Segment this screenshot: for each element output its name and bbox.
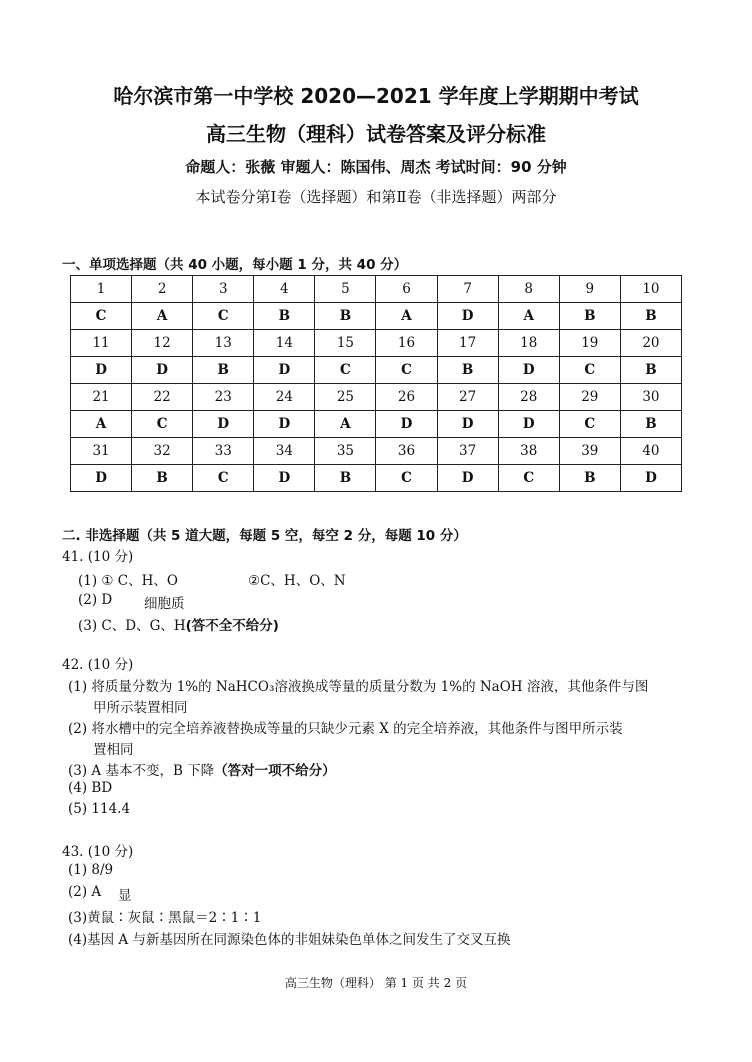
question-number-cell: 11 (71, 330, 132, 357)
q42-answer-4: (4) BD (68, 780, 113, 796)
answer-letter-row (71, 465, 682, 492)
question-number-cell: 15 (315, 330, 376, 357)
question-number-cell: 28 (498, 384, 559, 411)
section2-heading: 二. 非选择题（共 5 道大题，每题 5 空，每空 2 分，每题 10 分） (62, 528, 467, 544)
question-number-cell: 37 (437, 438, 498, 465)
q42-title: 42. (10 分) (62, 657, 134, 673)
answer-letter-cell: C (498, 465, 559, 492)
question-number-cell: 25 (315, 384, 376, 411)
answer-letter-cell: B (620, 303, 681, 330)
question-number-cell: 14 (254, 330, 315, 357)
q41-answer-3-note: (答不全不给分) (185, 618, 279, 634)
q41-answer-1a: (1) ① C、H、O (78, 573, 178, 589)
answer-letter-cell: C (193, 303, 254, 330)
question-number-row (71, 384, 682, 411)
question-number-cell: 12 (132, 330, 193, 357)
question-number-row (71, 438, 682, 465)
title-line-2: 高三生物（理科）试卷答案及评分标准 (206, 122, 546, 146)
question-number-cell: 23 (193, 384, 254, 411)
answer-letter-cell: B (132, 465, 193, 492)
answer-letter-cell: B (315, 465, 376, 492)
question-number-cell: 4 (254, 276, 315, 303)
question-number-cell: 33 (193, 438, 254, 465)
answer-letter-cell: C (132, 411, 193, 438)
question-number-cell: 24 (254, 384, 315, 411)
answer-letter-cell: A (71, 411, 132, 438)
question-number-cell: 16 (376, 330, 437, 357)
answer-letter-cell: D (254, 357, 315, 384)
answer-letter-cell: C (71, 303, 132, 330)
answer-letter-cell: D (437, 411, 498, 438)
q42-answer-3 (68, 759, 336, 779)
question-number-cell: 31 (71, 438, 132, 465)
answer-letter-cell: B (315, 303, 376, 330)
question-number-cell: 19 (559, 330, 620, 357)
answer-letter-row (71, 357, 682, 384)
q41-answer-3-text: (3) C、D、G、H (78, 618, 186, 634)
question-number-cell: 9 (559, 276, 620, 303)
answer-letter-cell: A (498, 303, 559, 330)
question-number-cell: 29 (559, 384, 620, 411)
answer-letter-row (71, 411, 682, 438)
answer-letter-cell: D (193, 411, 254, 438)
q42-answer-3-text: (3) A 基本不变，B 下降 (68, 763, 215, 779)
question-number-row (71, 330, 682, 357)
answer-letter-cell: C (559, 411, 620, 438)
question-number-cell: 40 (620, 438, 681, 465)
answer-letter-cell: D (437, 465, 498, 492)
answer-letter-row (71, 303, 682, 330)
title-line-1: 哈尔滨市第一中学校 2020—2021 学年度上学期期中考试 (113, 84, 639, 108)
question-number-cell: 10 (620, 276, 681, 303)
q42-answer-2-line1: (2) 将水槽中的完全培养液替换成等量的只缺少元素 X 的完全培养液，其他条件与图甲所示装 (68, 721, 623, 737)
authors-line: 命题人：张薇 审题人：陈国伟、周杰 考试时间：90 分钟 (185, 158, 567, 176)
answer-letter-cell: B (437, 357, 498, 384)
answer-letter-cell: D (71, 357, 132, 384)
question-number-cell: 1 (71, 276, 132, 303)
answer-letter-cell: D (498, 411, 559, 438)
page-footer: 高三生物（理科） 第 1 页 共 2 页 (284, 976, 468, 990)
q41-title: 41. (10 分) (62, 549, 134, 565)
answer-letter-cell: A (132, 303, 193, 330)
question-number-cell: 36 (376, 438, 437, 465)
q42-answer-3-note: （答对一项不给分） (214, 763, 336, 779)
question-number-cell: 30 (620, 384, 681, 411)
answer-letter-cell: A (315, 411, 376, 438)
answer-letter-cell: D (132, 357, 193, 384)
answer-letter-cell: D (254, 465, 315, 492)
answer-letter-cell: D (254, 411, 315, 438)
question-number-cell: 3 (193, 276, 254, 303)
q43-answer-2b: 显 (118, 888, 132, 904)
q43-title: 43. (10 分) (62, 844, 134, 860)
question-number-cell: 35 (315, 438, 376, 465)
question-number-cell: 39 (559, 438, 620, 465)
answer-letter-cell: B (559, 303, 620, 330)
answer-letter-cell: A (376, 303, 437, 330)
q42-answer-5: (5) 114.4 (68, 801, 131, 817)
question-number-row (71, 276, 682, 303)
question-number-cell: 7 (437, 276, 498, 303)
q43-answer-2a: (2) A (68, 884, 102, 900)
answer-letter-cell: C (193, 465, 254, 492)
question-number-cell: 21 (71, 384, 132, 411)
question-number-cell: 6 (376, 276, 437, 303)
answer-letter-cell: B (254, 303, 315, 330)
answer-letter-cell: B (193, 357, 254, 384)
answer-letter-cell: C (376, 357, 437, 384)
q42-answer-1-line2: 甲所示装置相同 (93, 700, 188, 716)
section1-heading: 一、单项选择题（共 40 小题，每小题 1 分，共 40 分） (62, 257, 408, 273)
question-number-cell: 17 (437, 330, 498, 357)
answer-letter-cell: D (498, 357, 559, 384)
q43-answer-3: (3)黄鼠∶灰鼠∶黑鼠＝2∶1∶1 (68, 910, 262, 926)
answer-letter-cell: C (559, 357, 620, 384)
q41-answer-3 (78, 614, 279, 634)
answer-letter-cell: D (437, 303, 498, 330)
answer-letter-cell: C (376, 465, 437, 492)
question-number-cell: 27 (437, 384, 498, 411)
answer-table (70, 275, 682, 492)
q41-answer-2b: 细胞质 (144, 596, 185, 612)
q43-answer-4: (4)基因 A 与新基因所在同源染色体的非姐妹染色单体之间发生了交叉互换 (68, 932, 511, 948)
question-number-cell: 18 (498, 330, 559, 357)
answer-letter-cell: B (559, 465, 620, 492)
question-number-cell: 32 (132, 438, 193, 465)
q43-answer-1: (1) 8/9 (68, 862, 114, 878)
answer-letter-cell: D (71, 465, 132, 492)
answer-letter-cell: B (620, 411, 681, 438)
answer-letter-cell: B (620, 357, 681, 384)
q41-answer-1b: ②C、H、O、N (248, 573, 346, 589)
question-number-cell: 34 (254, 438, 315, 465)
q42-answer-1-line1: (1) 将质量分数为 1%的 NaHCO₃溶液换成等量的质量分数为 1%的 NaOH 溶液，其他条件与图 (68, 679, 649, 695)
question-number-cell: 26 (376, 384, 437, 411)
answer-letter-cell: C (315, 357, 376, 384)
question-number-cell: 5 (315, 276, 376, 303)
question-number-cell: 20 (620, 330, 681, 357)
answer-letter-cell: D (620, 465, 681, 492)
question-number-cell: 13 (193, 330, 254, 357)
question-number-cell: 8 (498, 276, 559, 303)
question-number-cell: 22 (132, 384, 193, 411)
question-number-cell: 38 (498, 438, 559, 465)
q42-answer-2-line2: 置相同 (93, 742, 134, 758)
answer-letter-cell: D (376, 411, 437, 438)
q41-answer-2a: (2) D (78, 592, 113, 608)
question-number-cell: 2 (132, 276, 193, 303)
exam-note: 本试卷分第Ⅰ卷（选择题）和第Ⅱ卷（非选择题）两部分 (195, 188, 557, 206)
